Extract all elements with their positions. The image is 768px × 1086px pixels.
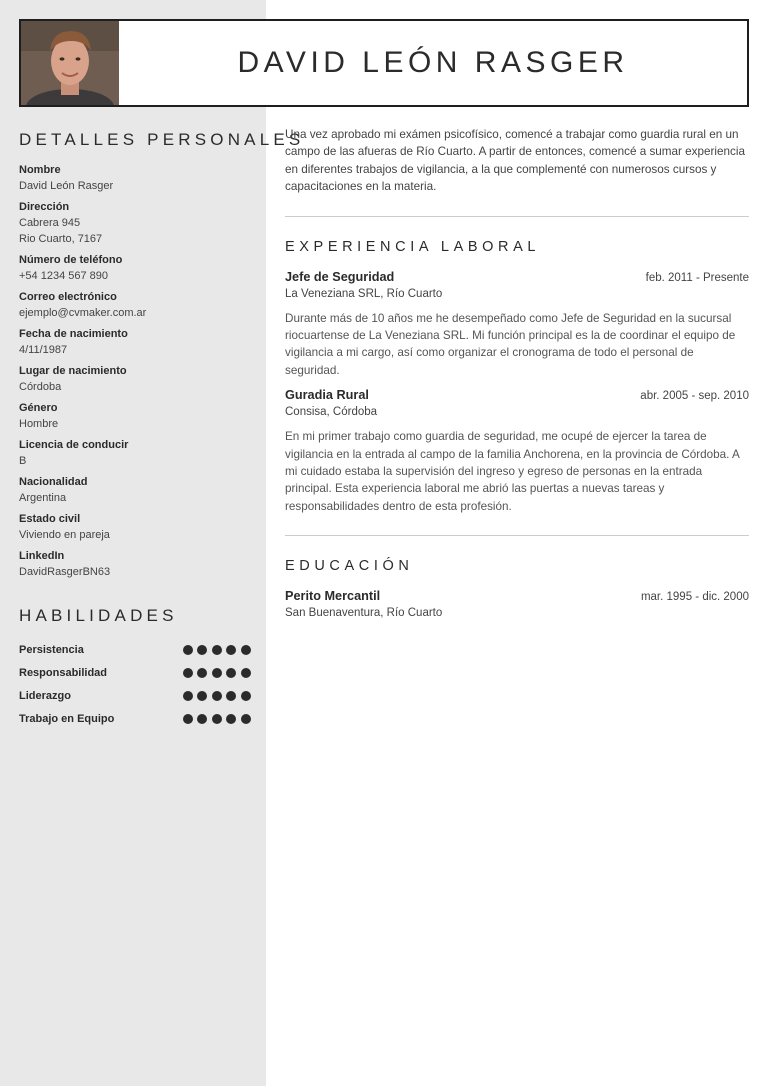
skill-rating [183,645,254,655]
rating-dot [241,645,251,655]
rating-dot [226,691,236,701]
education-heading: EDUCACIÓN [285,558,414,575]
detail-label: Número de teléfono [19,254,123,266]
detail-label: Correo electrónico [19,291,117,303]
section-divider [285,535,749,536]
job-title: Guradia Rural [285,388,369,403]
detail-value: Hombre [19,418,59,430]
detail-item [19,253,254,284]
profile-summary: Una vez aprobado mi exámen psicofísico, comencé a trabajar como guardia rural en un campo de las afueras de Río Cuarto. A partir de entonces, comencé a sumar experiencia en diferentes trabajos de vigilancia, a la que complementé con numerosos cursos y capacitaciones en la materia. [285,128,745,194]
rating-dot [183,668,193,678]
job-dates: feb. 2011 - Presente [645,271,749,284]
detail-item [19,438,254,469]
rating-dot [241,691,251,701]
rating-dot [197,691,207,701]
detail-value: David León Rasger [19,180,114,192]
rating-dot [226,668,236,678]
skill-rating [183,691,254,701]
job-employer: La Veneziana SRL, Río Cuarto [285,287,443,300]
detail-value: +54 1234 567 890 [19,270,109,282]
detail-label: Nacionalidad [19,476,88,488]
detail-item [19,401,254,432]
job-dates: abr. 2005 - sep. 2010 [640,390,749,403]
detail-item [19,200,254,247]
detail-value: Córdoba [19,381,62,393]
section-divider [285,216,749,217]
detail-value: Viviendo en pareja [19,529,110,541]
detail-label: Fecha de nacimiento [19,328,128,340]
rating-dot [212,668,222,678]
skill-row [19,638,254,661]
detail-item [19,475,254,506]
detail-item [19,364,254,395]
detail-label: Dirección [19,201,70,213]
rating-dot [212,645,222,655]
skills-heading: HABILIDADES [19,606,178,625]
skill-name: Responsabilidad [19,666,108,679]
education-entry [285,589,749,619]
job-employer: Consisa, Córdoba [285,406,378,419]
job-title: Jefe de Seguridad [285,269,395,284]
detail-value: Cabrera 945 Rio Cuarto, 7167 [19,217,103,245]
rating-dot [226,645,236,655]
detail-label: Género [19,402,58,414]
job-entry [285,388,749,515]
rating-dot [183,691,193,701]
personal-details-heading: DETALLES PERSONALES [19,130,305,149]
education-dates: mar. 1995 - dic. 2000 [640,591,749,604]
detail-value: Argentina [19,492,67,504]
skill-name: Trabajo en Equipo [19,712,115,725]
rating-dot [197,645,207,655]
rating-dot [241,714,251,724]
detail-value: 4/11/1987 [19,344,68,356]
skill-row [19,661,254,684]
experience-heading: EXPERIENCIA LABORAL [285,238,541,255]
detail-item [19,549,254,580]
rating-dot [212,691,222,701]
job-entry [285,270,749,380]
detail-value: ejemplo@cvmaker.com.ar [19,307,147,319]
rating-dot [197,714,207,724]
detail-label: Nombre [19,164,61,176]
education-title: Perito Mercantil [285,589,381,604]
skill-rating [183,714,254,724]
detail-item [19,327,254,358]
detail-label: LinkedIn [19,550,65,562]
header-box [19,19,749,107]
skill-name: Liderazgo [19,689,71,702]
detail-label: Lugar de nacimiento [19,365,127,377]
rating-dot [183,645,193,655]
skill-row [19,684,254,707]
detail-item [19,512,254,543]
skill-name: Persistencia [19,643,84,656]
sidebar-content [19,130,305,730]
detail-value: DavidRasgerBN63 [19,566,111,578]
rating-dot [241,668,251,678]
main-content [285,126,749,629]
detail-label: Estado civil [19,513,81,525]
candidate-name: DAVID LEÓN RASGER [237,46,629,79]
job-description: En mi primer trabajo como guardia de seguridad, me ocupé de ejercer la tarea de vigilancia en la entrada al campo de la familia Anchorena, en la provincia de Córdoba. A mi cuidado estaba la supervisión del ingreso y egreso de personas en la entrada principal. Esta experiencia laboral me abrió las puertas a nuevas tareas y responsabilidades dentro de esta profesión. [285,430,740,513]
rating-dot [226,714,236,724]
detail-item [19,290,254,321]
profile-photo [21,21,119,105]
rating-dot [212,714,222,724]
job-description: Durante más de 10 años me he desempeñado como Jefe de Seguridad en la sucursal riocuartense de La Veneziana SRL. Mi función principal es la de coordinar el equipo de vigilancia a mi cargo, así como organizar el cronograma de todo el personal de seguridad. [285,311,736,377]
detail-item [19,163,254,194]
rating-dot [197,668,207,678]
detail-value: B [19,455,27,467]
rating-dot [183,714,193,724]
skill-rating [183,668,254,678]
education-institution: San Buenaventura, Río Cuarto [285,607,443,620]
detail-label: Licencia de conducir [19,439,129,451]
skill-row [19,707,254,730]
